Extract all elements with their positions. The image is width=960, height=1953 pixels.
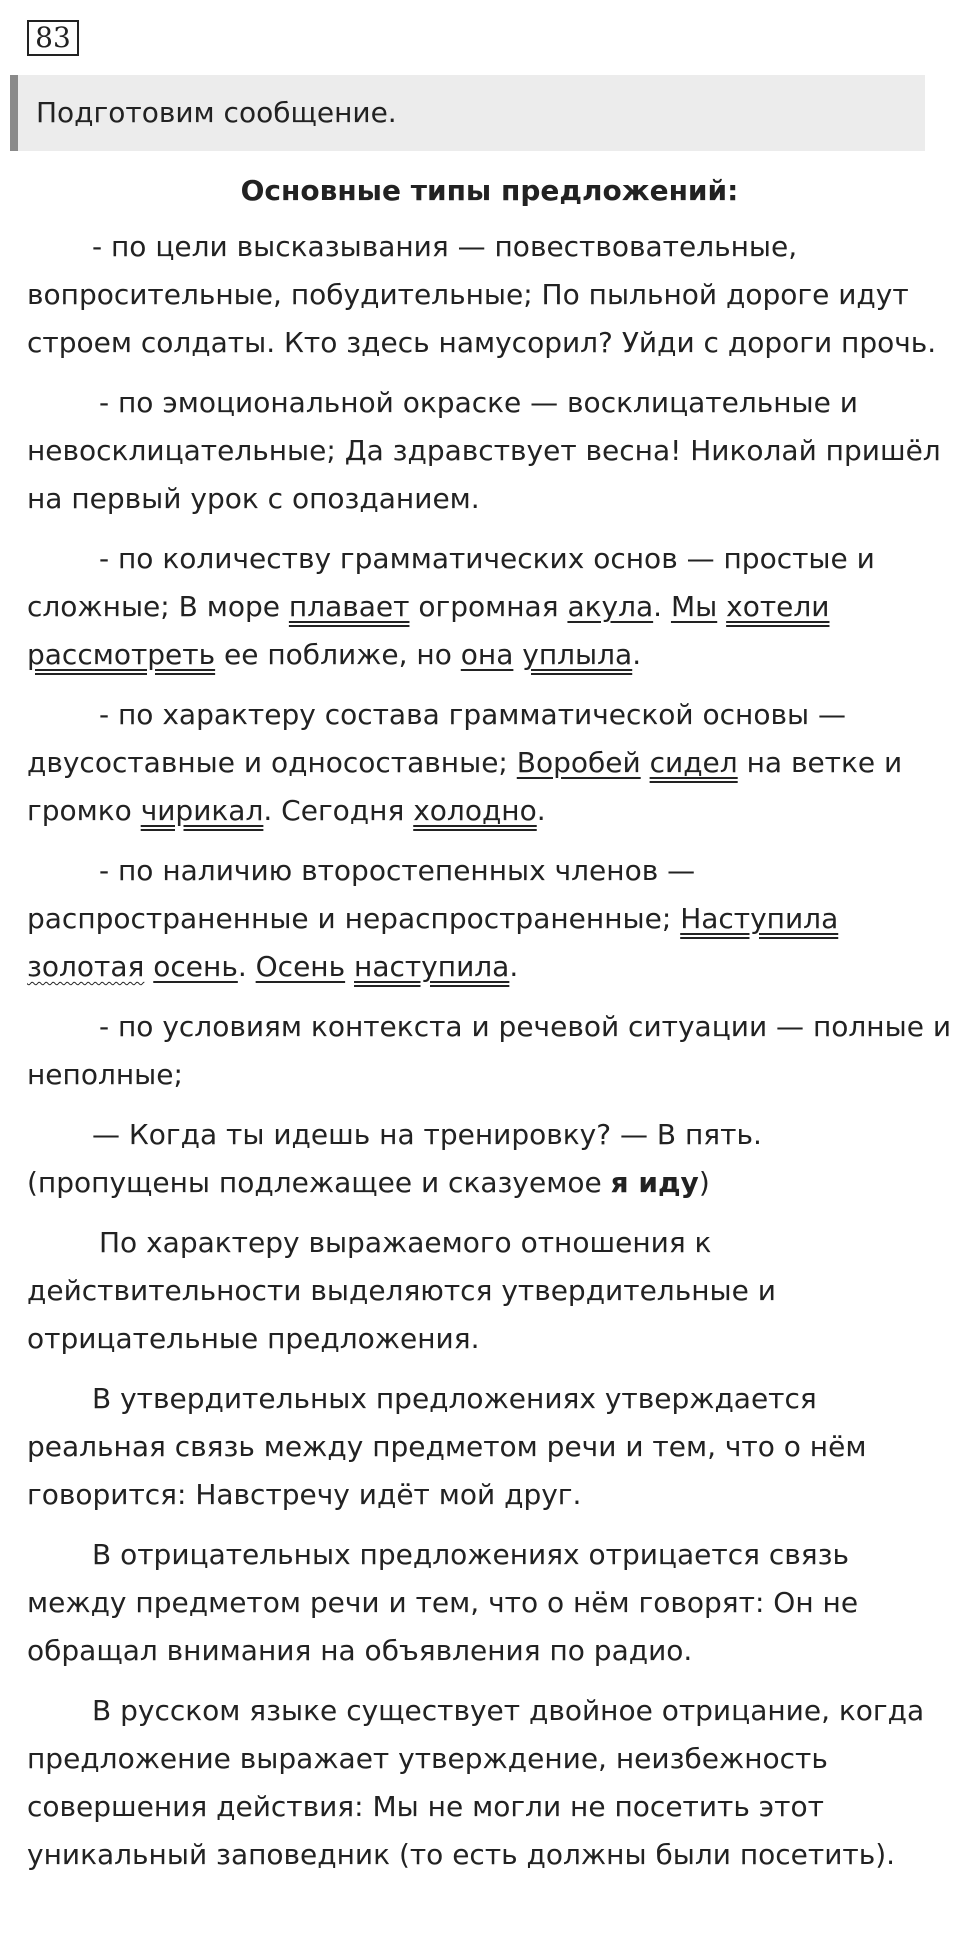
text-fragment: . — [536, 794, 546, 827]
paragraph-emotion: - по эмоциональной окраске — восклицательные и невосклицательные; Да здравствует весна! Николай пришёл на первый урок с опозданием. — [27, 386, 941, 515]
subject-word: она — [460, 638, 514, 671]
predicate-word: Наступила — [680, 902, 839, 935]
text-fragment: ее поближе, но — [215, 638, 461, 671]
predicate-word: холодно — [413, 794, 537, 827]
answer-content — [27, 167, 952, 1891]
predicate-word: уплыла — [522, 638, 633, 671]
text-fragment — [513, 638, 522, 671]
text-fragment: - по характеру состава грамматической основы — двусоставные и односоставные; — [27, 698, 846, 779]
paragraph-grammar-bases — [27, 535, 952, 679]
text-fragment: - по количеству грамматических основ — простые и сложные; В море — [27, 542, 875, 623]
subject-word: Воробей — [516, 746, 641, 779]
exercise-number: 83 — [27, 20, 79, 56]
text-fragment: на ветке и громко — [27, 746, 903, 827]
paragraph-negative: В отрицательных предложениях отрицается связь между предметом речи и тем, что о нём говорят: Он не обращал внимания на объявления по радио. — [27, 1538, 859, 1667]
text-fragment — [345, 950, 354, 983]
text-fragment: — Когда ты идешь на тренировку? — В пять. (пропущены подлежащее и сказуемое — [27, 1118, 762, 1199]
paragraph-double-negation: В русском языке существует двойное отрицание, когда предложение выражает утверждение, неизбежность совершения действия: Мы не могли не посетить этот уникальный заповедник (то есть должны были посетить). — [27, 1694, 925, 1871]
predicate-word: наступила — [354, 950, 510, 983]
text-fragment: ) — [698, 1166, 710, 1199]
bold-phrase: я иду — [610, 1166, 699, 1199]
section-title: Основные типы предложений: — [240, 174, 739, 207]
text-fragment: . — [632, 638, 642, 671]
paragraph-purpose: - по цели высказывания — повествовательные, вопросительные, побудительные; По пыльной дороге идут строем солдаты. Кто здесь намусорил? Уйди с дороги прочь. — [27, 230, 937, 359]
text-fragment — [144, 950, 153, 983]
text-fragment: . Сегодня — [263, 794, 414, 827]
predicate-word: сидел — [649, 746, 738, 779]
predicate-word: хотели рассмотреть — [27, 590, 830, 671]
attribute-word: золотая — [27, 950, 145, 983]
text-fragment — [641, 746, 650, 779]
text-fragment: . — [237, 950, 256, 983]
predicate-word: чирикал — [140, 794, 264, 827]
task-text: Подготовим сообщение. — [36, 96, 397, 129]
paragraph-completeness: - по условиям контекста и речевой ситуации — полные и неполные; — [27, 1010, 952, 1091]
text-fragment: огромная — [409, 590, 568, 623]
paragraph-attitude: По характеру выражаемого отношения к действительности выделяются утвердительные и отрицательные предложения. — [27, 1226, 776, 1355]
predicate-word: плавает — [288, 590, 410, 623]
subject-word: осень — [153, 950, 238, 983]
text-fragment — [717, 590, 726, 623]
text-fragment: - по наличию второстепенных членов — распространенные и нераспространенные; — [27, 854, 696, 935]
paragraph-composition — [27, 691, 952, 835]
paragraph-dialogue-example — [27, 1111, 952, 1207]
task-banner — [10, 75, 925, 151]
text-fragment: . — [653, 590, 671, 623]
paragraph-affirmative: В утвердительных предложениях утверждается реальная связь между предметом речи и тем, что о нём говорится: Навстречу идёт мой друг. — [27, 1382, 867, 1511]
paragraph-secondary-members — [27, 847, 952, 991]
text-fragment: . — [509, 950, 519, 983]
subject-word: акула — [567, 590, 654, 623]
subject-word: Мы — [670, 590, 718, 623]
subject-word: Осень — [255, 950, 346, 983]
